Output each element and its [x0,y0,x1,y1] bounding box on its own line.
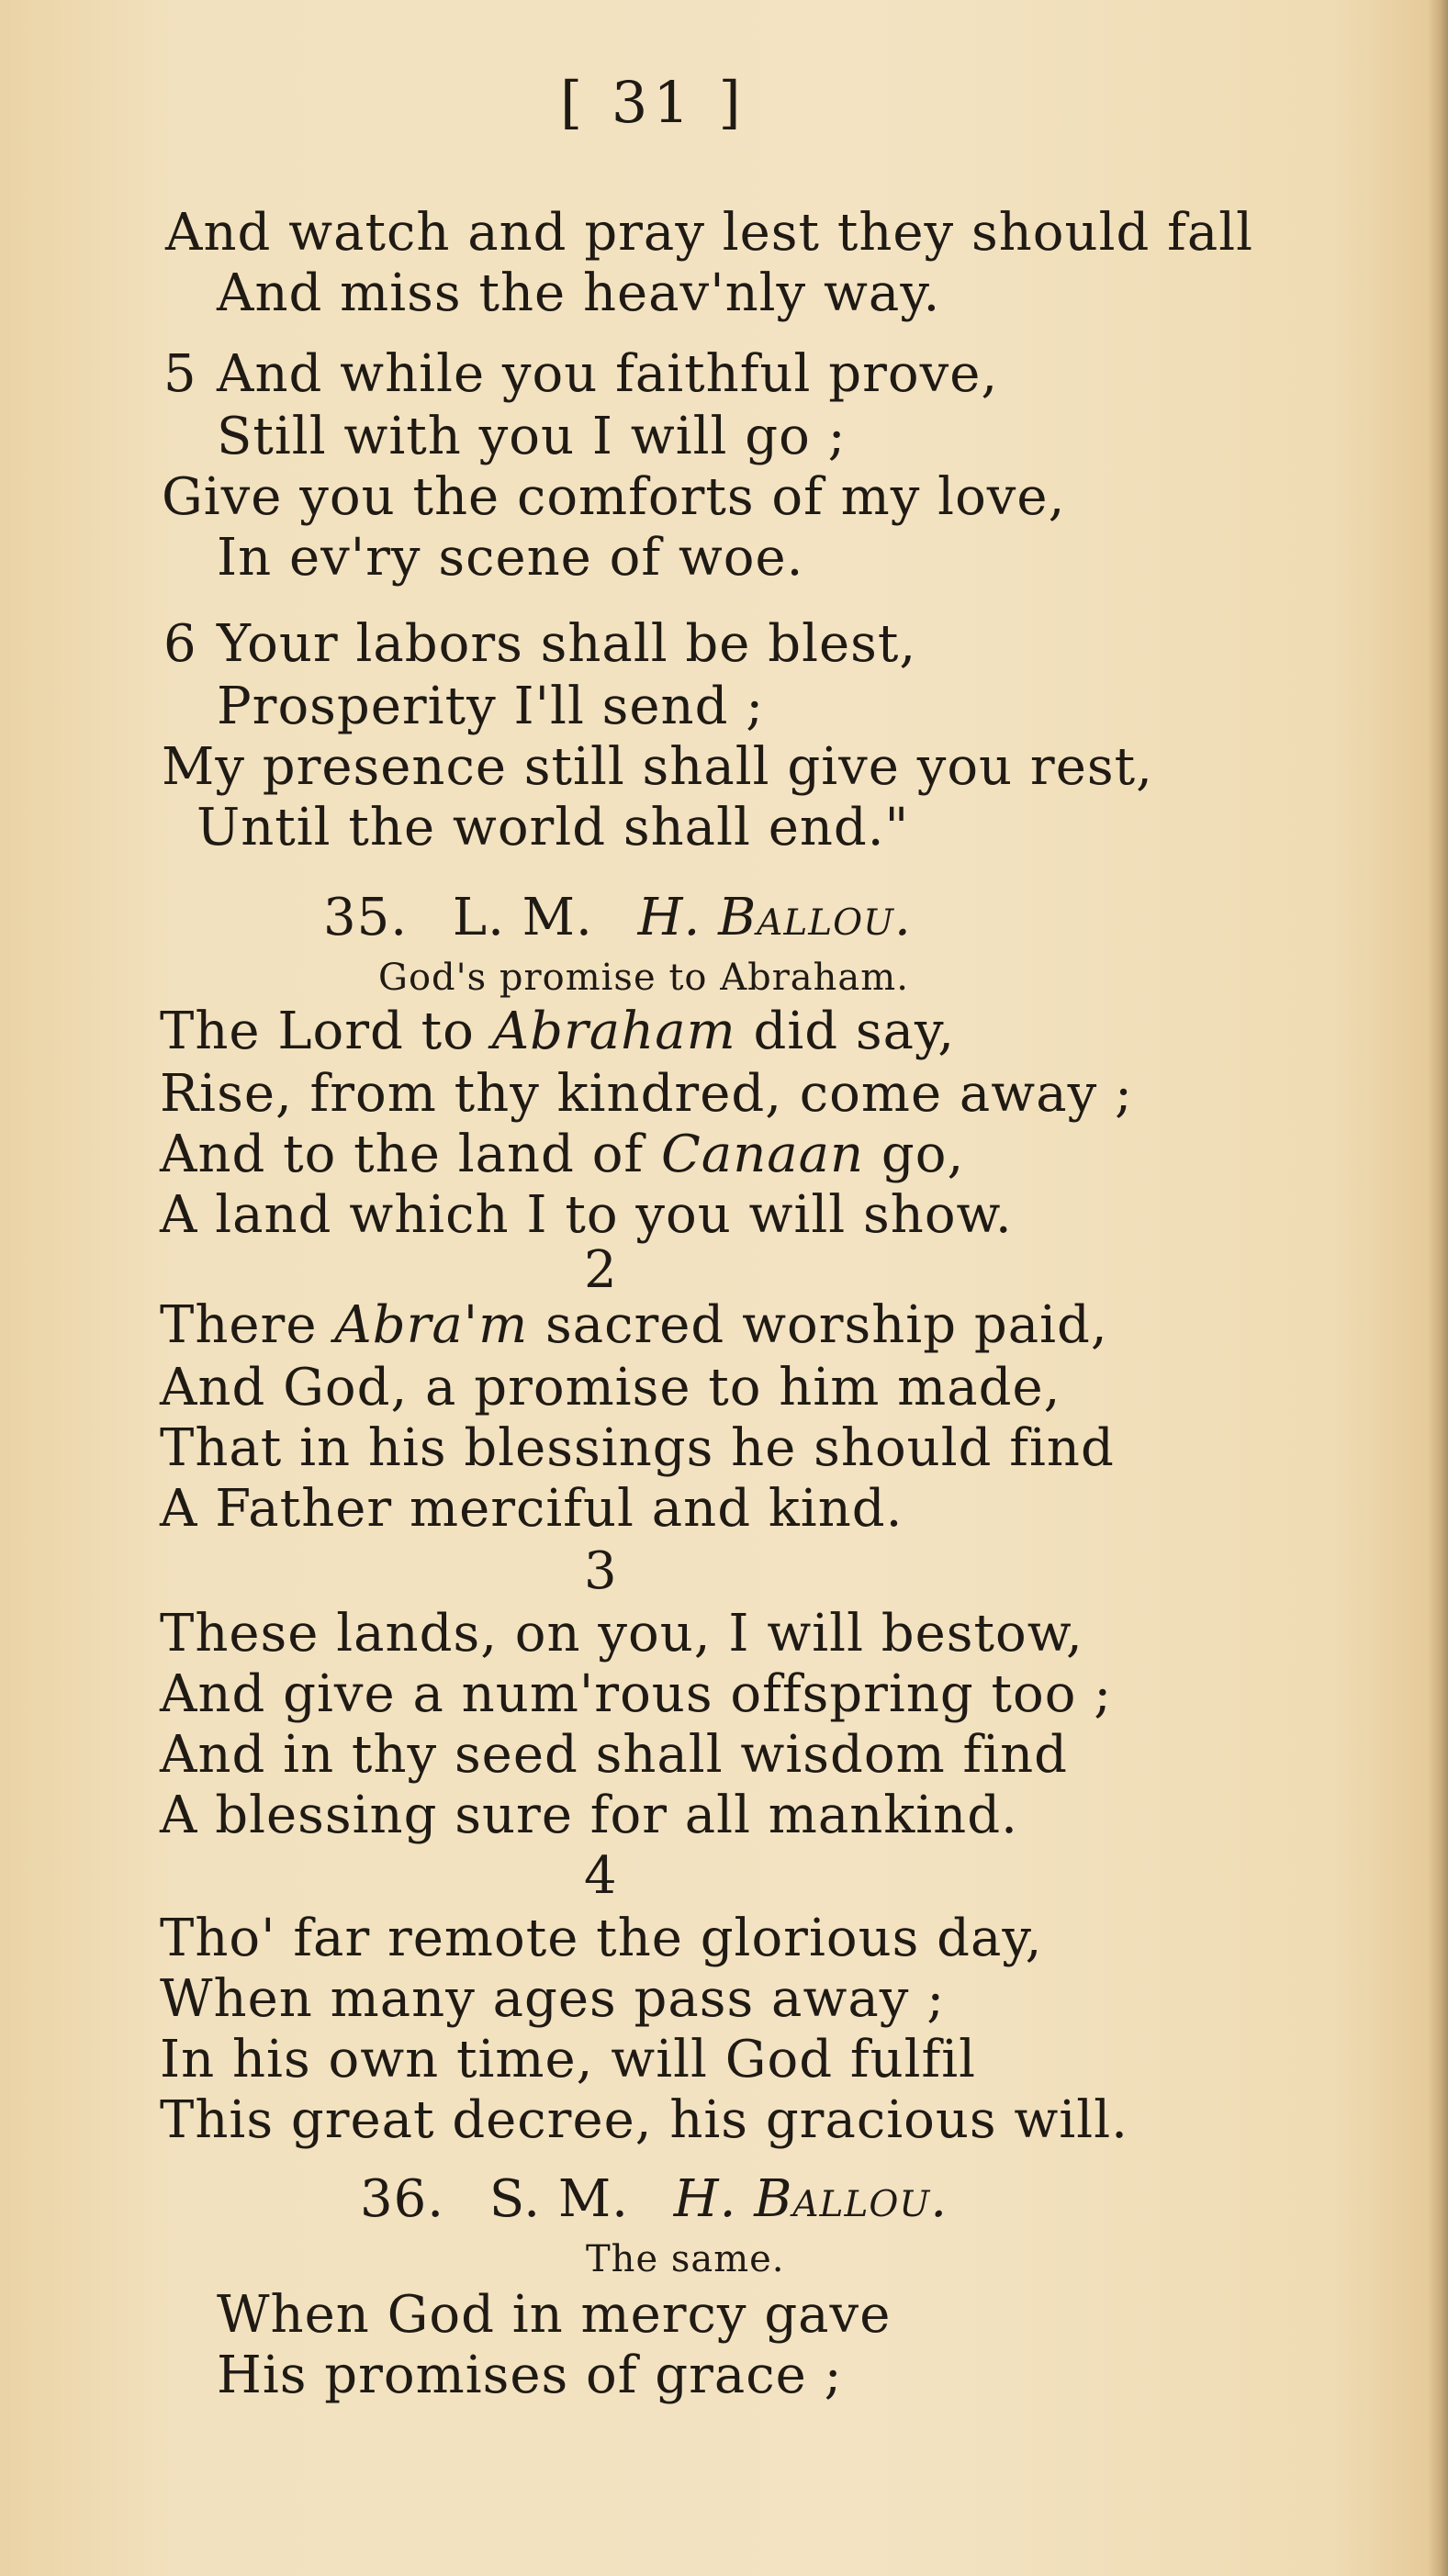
hymn-heading [323,889,912,947]
verse-line [160,1126,964,1184]
verse-line: These lands, on you, I will bestow, [160,1604,1083,1663]
verse-line: That in his blessings he should find [160,1418,1115,1478]
proper-name: Abra'm [334,1295,529,1355]
hymn-subtitle: God's promise to Abraham. [378,957,909,999]
verse-line: Tho' far remote the glorious day, [160,1909,1043,1968]
verse-line [160,1296,1108,1355]
verse-text: And to the land of [160,1125,661,1184]
verse-line: A Father merciful and kind. [160,1479,904,1539]
verse-line: And miss the heav'nly way. [217,263,941,323]
stanza-number: 2 [584,1240,618,1300]
stanza-number: 4 [584,1846,618,1906]
hymn-number: 35. [323,888,409,947]
verse-line: When many ages pass away ; [160,1969,946,2029]
verse-line: My presence still shall give you rest, [162,737,1153,797]
hymn-number: 36. [360,2169,445,2229]
stanza-number: 6 [163,614,197,674]
verse-line: And in thy seed shall wisdom find [160,1725,1069,1785]
verse-line: A land which I to you will show. [160,1185,1013,1245]
stanza-number: 5 [163,344,197,404]
verse-text: sacred worship paid, [528,1295,1108,1355]
verse-line: And while you faithful prove, [217,344,999,404]
verse-line: Give you the comforts of my love, [162,467,1066,527]
verse-line: And watch and pray lest they should fall [165,203,1254,263]
proper-name: Abraham [491,1002,736,1061]
hymn-subtitle: The same. [586,2238,785,2280]
hymn-heading [360,2170,948,2229]
verse-line: Until the world shall end." [196,798,910,857]
hymn-author: H. Ballou. [673,2169,948,2229]
verse-line: Your labors shall be blest, [217,614,917,674]
verse-line: His promises of grace ; [217,2346,843,2405]
verse-line: Still with you I will go ; [217,407,847,466]
proper-name: Canaan [660,1125,865,1184]
page-edge-shadow [1428,0,1448,2576]
verse-line: This great decree, his gracious will. [160,2090,1128,2150]
verse-line: In ev'ry scene of woe. [217,528,804,588]
verse-line: In his own time, will God fulfil [160,2030,977,2089]
verse-text: go, [864,1125,965,1184]
verse-line: And give a num'rous offspring too ; [160,1664,1113,1724]
verse-line: When God in mercy gave [217,2285,892,2345]
verse-line: A blessing sure for all mankind. [160,1786,1018,1845]
verse-line: Rise, from thy kindred, come away ; [160,1064,1133,1124]
verse-text: did say, [735,1002,956,1061]
page-number: [ 31 ] [560,69,746,136]
hymn-meter: L. M. [452,888,593,947]
hymn-author: H. Ballou. [637,888,912,947]
verse-line [160,1002,955,1061]
verse-text: The Lord to [160,1002,492,1061]
stanza-number: 3 [584,1541,618,1601]
verse-line: And God, a promise to him made, [160,1358,1061,1417]
hymn-meter: S. M. [488,2169,629,2229]
verse-line: Prosperity I'll send ; [217,677,765,736]
verse-text: There [160,1295,335,1355]
